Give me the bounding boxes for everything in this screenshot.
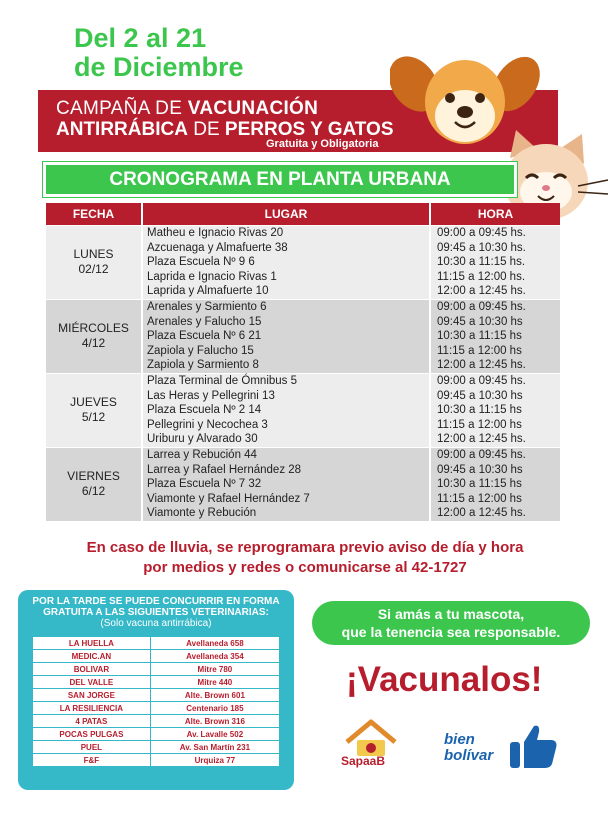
rain-notice-line-2: por medios y redes o comunicarse al 42-1727 [143,559,467,576]
campaign-de: DE [193,119,220,140]
day-cell [46,226,141,299]
vets-heading [18,596,294,629]
vet-address: Alte. Brown 316 [151,715,279,727]
place-item: Pellegrini y Necochea 3 [147,418,268,431]
hour-item: 12:00 a 12:45 hs. [437,433,526,446]
vets-title-line-1: POR LA TARDE SE PUEDE CONCURRIR EN FORMA [32,596,280,607]
place-item: Azcuenaga y Almafuerte 38 [147,241,288,254]
hour-item: 11:15 a 12:00 hs [437,418,522,431]
place-item: Plaza Terminal de Ómnibus 5 [147,374,297,387]
hours-cell [431,226,560,299]
day-cell [46,300,141,373]
col-header-fecha: FECHA [46,203,141,225]
dog-eye-right [475,93,485,103]
vets-panel [18,590,294,790]
bien-text: bien [444,731,475,748]
vet-address: Centenario 185 [151,702,279,714]
hour-item: 12:00 a 12:45 hs. [437,285,526,298]
place-item: Plaza Escuela Nº 9 6 [147,256,255,269]
campaign-bold: VACUNACIÓN [187,98,319,119]
campaign-prefix: CAMPAÑA DE [56,98,183,119]
bolivar-text: bolívar [444,747,494,764]
place-item: Plaza Escuela Nº 6 21 [147,330,262,343]
vet-address: Mitre 780 [151,663,279,675]
day-name: MIÉRCOLES [58,321,129,336]
vet-name: LA HUELLA [33,637,150,649]
place-item: Plaza Escuela Nº 2 14 [147,404,262,417]
table-row [33,689,279,701]
vet-name: MEDIC.AN [33,650,150,662]
cat-nose [542,185,550,191]
place-cell [143,300,429,373]
vet-name: BOLIVAR [33,663,150,675]
day-name: JUEVES [70,395,117,410]
rain-notice-line-1: En caso de lluvia, se reprogramara previo aviso de día y hora [86,539,524,556]
vets-subtitle: (Solo vacuna antirrábica) [100,618,212,629]
slogan-pill [312,601,590,645]
vet-name: DEL VALLE [33,676,150,688]
hour-item: 11:15 a 12:00 hs. [437,270,526,283]
table-row-monday [46,226,560,299]
vet-address: Avellaneda 658 [151,637,279,649]
hour-item: 10:30 a 11:15 hs [437,478,522,491]
hour-item: 09:45 a 10:30 hs [437,315,523,328]
vet-address: Avellaneda 354 [151,650,279,662]
schedule-table [44,202,562,522]
table-row-friday [46,448,560,521]
hour-item: 12:00 a 12:45 hs. [437,507,526,520]
day-date: 6/12 [81,484,106,499]
hour-item: 10:30 a 11:15 hs [437,404,522,417]
hours-cell [431,374,560,447]
col-header-hora: HORA [431,203,560,225]
date-line-2: de Diciembre [74,52,244,82]
dog-nose [457,106,473,118]
vet-address: Urquiza 77 [151,754,279,766]
rain-notice [0,538,610,578]
table-row [33,741,279,753]
hour-item: 09:00 a 09:45 hs. [437,227,526,239]
place-item: Arenales y Sarmiento 6 [147,300,267,313]
table-row [33,650,279,662]
vet-name: SAN JORGE [33,689,150,701]
sapaab-paw [366,743,376,753]
day-cell [46,374,141,447]
table-row [33,728,279,740]
thumb-bar-1 [510,742,520,768]
hour-item: 10:30 a 11:15 hs [437,330,522,343]
place-item: Larrea y Rebución 44 [147,448,257,461]
hour-item: 11:15 a 12:00 hs [437,492,522,505]
thumb-body [524,726,557,768]
place-item: Zapiola y Sarmiento 8 [147,359,259,372]
table-row [33,754,279,766]
place-cell [143,226,429,299]
place-cell [143,374,429,447]
schedule-title: CRONOGRAMA EN PLANTA URBANA [43,162,517,197]
hours-cell [431,448,560,521]
date-line-1: Del 2 al 21 [74,23,207,53]
place-item: Matheu e Ignacio Rivas 20 [147,227,284,239]
hours-cell [431,300,560,373]
table-row [33,637,279,649]
hour-item: 11:15 a 12:00 hs [437,344,522,357]
campaign-line-3: Gratuita y Obligatoria [266,138,379,150]
vet-name: F&F [33,754,150,766]
hour-item: 10:30 a 11:15 hs. [437,256,526,269]
vet-address: Av. Lavalle 502 [151,728,279,740]
place-item: Laprida e Ignacio Rivas 1 [147,270,277,283]
hour-item: 12:00 a 12:45 hs. [437,359,526,372]
day-name: VIERNES [67,469,120,484]
table-row [33,676,279,688]
vet-address: Alte. Brown 601 [151,689,279,701]
col-header-lugar: LUGAR [143,203,429,225]
place-item: Uriburu y Alvarado 30 [147,433,258,446]
hour-item: 09:00 a 09:45 hs. [437,448,526,461]
sapaab-house-roof [347,722,395,742]
vets-title-line-2: GRATUITA A LAS SIGUIENTES VETERINARIAS: [43,607,269,618]
slogan-line-2: que la tenencia sea responsable. [341,624,561,640]
dog-eye-left [445,93,455,103]
campaign-antirrabica: ANTIRRÁBICA [56,119,188,140]
day-name: LUNES [73,247,114,262]
table-row [33,715,279,727]
vet-address: Av. San Martín 231 [151,741,279,753]
table-row [33,663,279,675]
hour-item: 09:45 a 10:30 hs. [437,241,526,254]
place-item: Laprida y Almafuerte 10 [147,285,269,298]
vet-name: POCAS PULGAS [33,728,150,740]
vet-name: LA RESILIENCIA [33,702,150,714]
place-item: Plaza Escuela Nº 7 32 [147,478,262,491]
sapaab-logo-text: SapaaB [341,754,386,768]
place-item: Arenales y Falucho 15 [147,315,262,328]
hour-item: 09:00 a 09:45 hs. [437,300,526,313]
table-row-wednesday [46,300,560,373]
day-date: 02/12 [78,262,109,277]
table-row-thursday [46,374,560,447]
table-row [33,702,279,714]
vets-table [32,636,280,767]
hour-item: 09:45 a 10:30 hs [437,389,523,402]
day-date: 4/12 [81,336,106,351]
place-cell [143,448,429,521]
place-item: Viamonte y Rafael Hernández 7 [147,492,310,505]
vet-address: Mitre 440 [151,676,279,688]
hour-item: 09:00 a 09:45 hs. [437,374,526,387]
vet-name: PUEL [33,741,150,753]
campaign-line-1 [56,98,318,120]
hour-item: 09:45 a 10:30 hs [437,463,523,476]
thumbs-up-icon [508,724,558,770]
place-item: Larrea y Rafael Hernández 28 [147,463,302,476]
bien-bolivar-logo-text [444,732,493,764]
slogan-line-1: Si amás a tu mascota, [377,606,525,622]
campaign-species: PERROS Y GATOS [224,119,394,140]
day-cell [46,448,141,521]
call-to-action: ¡Vacunalos! [346,660,543,699]
vet-name: 4 PATAS [33,715,150,727]
campaign-date [74,24,244,82]
day-date: 5/12 [81,410,106,425]
place-item: Zapiola y Falucho 15 [147,344,254,357]
place-item: Las Heras y Pellegrini 13 [147,389,275,402]
place-item: Viamonte y Rebución [147,507,257,520]
